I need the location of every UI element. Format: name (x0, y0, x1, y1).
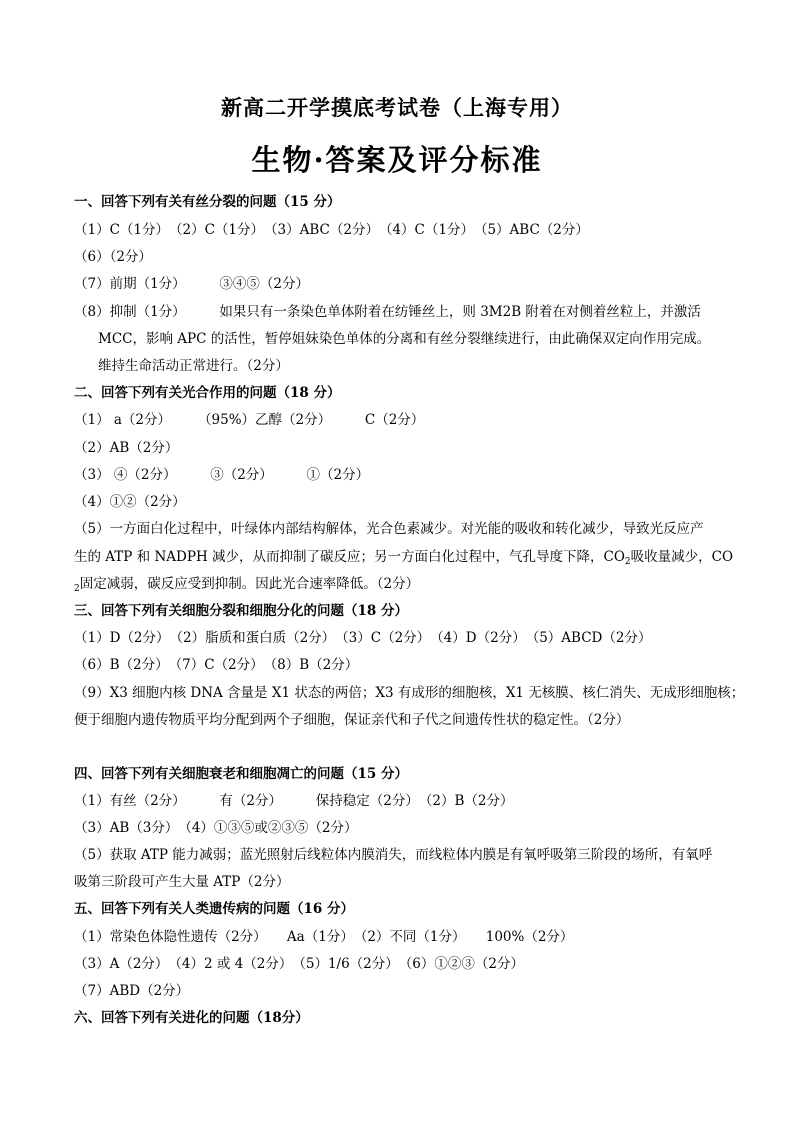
answer-line: 吸第三阶段可产生大量 ATP（2分） (74, 874, 290, 890)
section-3-heading: 三、回答下列有关细胞分裂和细胞分化的问题（18 分） (74, 603, 408, 619)
section-4-heading: 四、回答下列有关细胞衰老和细胞凋亡的问题（15 分） (74, 766, 408, 782)
answer-line: 维持生命活动正常进行。（2分） (98, 358, 289, 374)
answer-line: （1）常染色体隐性遗传（2分） Aa（1分） （2）不同（1分） 100%（2分） (74, 929, 574, 945)
answer-text: 固定减弱，碳反应受到抑制。因此光合速率降低。（2分） (79, 576, 420, 592)
answer-line: MCC，影响 APC 的活性，暂停姐妹染色单体的分离和有丝分裂继续进行，由此确保双定向作用完成。 (98, 331, 711, 347)
answer-line: 便于细胞内遗传物质平均分配到两个子细胞，保证亲代和子代之间遗传性状的稳定性。（2分） (74, 712, 630, 728)
answer-line: （7）ABD（2分） (74, 983, 190, 999)
exam-subtitle: 生物·答案及评分标准 (251, 143, 543, 177)
subscript: 2 (74, 584, 80, 594)
exam-title: 新高二开学摸底考试卷（上海专用） (221, 95, 573, 120)
answer-text: 生的 ATP 和 NADPH 减少，从而抑制了碳反应；另一方面白化过程中，气孔导度下降，CO (74, 549, 625, 565)
answer-line: （4）①②（2分） (74, 494, 186, 510)
section-5-heading: 五、回答下列有关人类遗传病的问题（16 分） (74, 901, 354, 917)
answer-line: （1） a（2分） （95%）乙醇（2分） C（2分） (74, 412, 425, 428)
answer-line: （3）AB（3分） （4）①③⑤或②③⑤（2分） (74, 820, 358, 836)
answer-line: （1）D（2分） （2）脂质和蛋白质（2分） （3）C（2分） （4）D（2分） （5）ABCD（2分） (74, 630, 652, 646)
answer-line: （5）一方面白化过程中，叶绿体内部结构解体，光合色素减少。对光能的吸收和转化减少，导致光反应产 (74, 521, 704, 537)
answer-line: （1）C（1分） （2）C（1分） （3）ABC（2分） （4）C（1分） （5）ABC（2分） (74, 222, 589, 238)
answer-line: （6）B（2分） （7）C（2分） （8）B（2分） (74, 657, 359, 673)
answer-line (74, 575, 419, 598)
answer-line: （8）抑制（1分） 如果只有一条染色单体附着在纺锤丝上，则 3M2B 附着在对侧着丝粒上，并激活 (74, 304, 701, 320)
answer-line: （3）A（2分） （4）2 或 4（2分） （5）1/6（2分） （6）①②③（2分） (74, 956, 524, 972)
subscript: 2 (624, 557, 631, 567)
answer-line: （5）获取 ATP 能力减弱；蓝光照射后线粒体内膜消失，而线粒体内膜是有氧呼吸第三阶段的场所，有氧呼 (74, 847, 713, 863)
answer-line: （3） ④（2分） ③（2分） ①（2分） (74, 467, 370, 483)
answer-line: （9）X3 细胞内核 DNA 含量是 X1 状态的两倍；X3 有成形的细胞核，X1 无核膜、核仁消失、无成形细胞核； (74, 685, 745, 701)
answer-line: （7）前期（1分） ③④⑤（2分） (74, 276, 310, 292)
section-1-heading: 一、回答下列有关有丝分裂的问题（15 分） (74, 194, 341, 210)
answer-line: （2）AB（2分） (74, 440, 179, 456)
section-6-heading: 六、回答下列有关进化的问题（18分） (74, 1010, 309, 1026)
answer-text: 吸收量减少，CO (630, 549, 734, 565)
answer-line (74, 548, 733, 571)
section-2-heading: 二、回答下列有关光合作用的问题（18 分） (74, 385, 341, 401)
answer-line: （1）有丝（2分） 有（2分） 保持稳定（2分） （2）B（2分） (74, 793, 514, 809)
answer-line: （6）（2分） (74, 249, 152, 265)
